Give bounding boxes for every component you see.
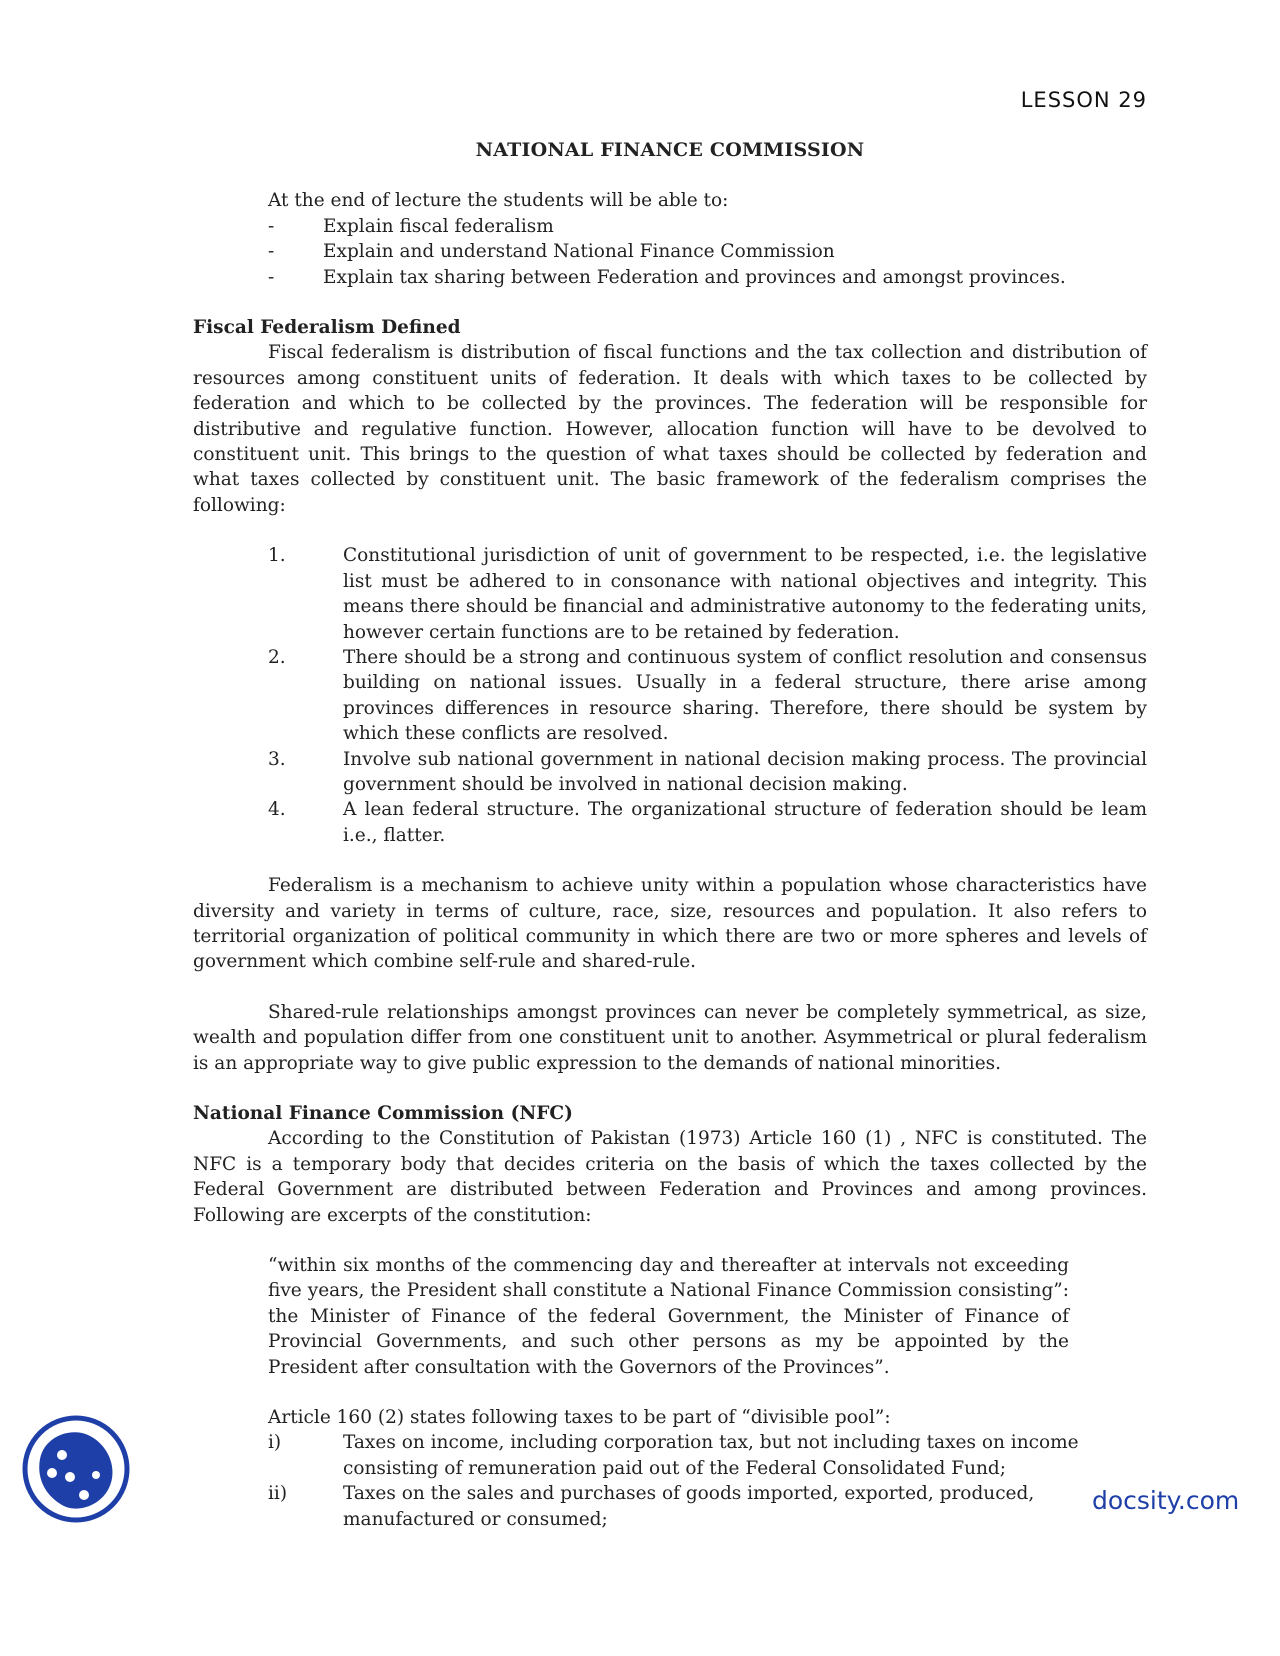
page-title: NATIONAL FINANCE COMMISSION [475,139,865,161]
section-heading-nfc: National Finance Commission (NFC) [193,1103,573,1124]
list-item: - Explain and understand National Finance Commission [268,241,835,263]
list-item: 2. There should be a strong and continuous system of conflict resolution and consensus building on national issues. Usually in a federal structure, there arise among provinces differences in resource sharing. Therefore, there should be system by which these conflicts are resolved. [268,646,1147,745]
paragraph: Shared-rule relationships amongst provinces can never be completely symmetrical, as size, wealth and population differ from one constituent unit to another. Asymmetrical or plural federalism is an appropriate way to give public expression to the demands of national minorities. [193,1001,1147,1074]
list-item: i) Taxes on income, including corporation tax, but not including taxes on income consisting of remuneration paid out of the Federal Consolidated Fund; [268,1432,1079,1479]
divisible-pool-list [193,1430,1147,1532]
framework-list [193,543,1147,848]
document-body [193,138,1147,1532]
objectives-lead: At the end of lecture the students will be able to: [268,190,729,212]
section-heading-fiscal-federalism: Fiscal Federalism Defined [193,317,461,339]
list-item: - Explain tax sharing between Federation and provinces and amongst provinces. [268,266,1066,288]
constitution-quote: “within six months of the commencing day and thereafter at intervals not exceeding five years, the President shall constitute a National Finance Commission consisting”: the Minister of Finance of the federal Government, the Minister of Finance of Provincial Governments, and such other persons as my be appointed by the President after consultation with the Governors of the Provinces”. [268,1255,1069,1378]
list-item: 4. A lean federal structure. The organizational structure of federation should be leam i.e., flatter. [268,799,1147,846]
paragraph: Fiscal federalism is distribution of fiscal functions and the tax collection and distribution of resources among constituent units of federation. It deals with which taxes to be collected by federation and which to be collected by the provinces. The federation will be responsible for distributive and regulative function. However, allocation function will have to be devolved to constituent unit. This brings to the question of what taxes should be collected by federation and what taxes collected by constituent unit. The basic framework of the federalism comprises the following: [193,342,1147,516]
article-lead: Article 160 (2) states following taxes to be part of “divisible pool”: [268,1407,891,1429]
list-item: - Explain fiscal federalism [268,215,554,237]
docsity-watermark[interactable]: docsity.com [1092,1486,1240,1515]
paragraph: Federalism is a mechanism to achieve unity within a population whose characteristics have diversity and variety in terms of culture, race, size, resources and population. It also refers to territorial organization of political community in which there are two or more spheres and levels of government which combine self-rule and shared-rule. [193,875,1147,973]
objectives-list [268,214,1147,290]
learning-objectives [268,188,1147,290]
docsity-logo-icon[interactable] [22,1415,130,1523]
list-item: 3. Involve sub national government in national decision making process. The provincial government should be involved in national decision making. [268,748,1147,795]
paragraph: According to the Constitution of Pakistan (1973) Article 160 (1) , NFC is constituted. The NFC is a temporary body that decides criteria on the basis of which the taxes collected by the Federal Government are distributed between Federation and Provinces and among provinces. Following are excerpts of the constitution: [193,1128,1147,1226]
list-item: ii) Taxes on the sales and purchases of goods imported, exported, produced, manufactured or consumed; [268,1483,1035,1530]
lesson-label: LESSON 29 [1020,88,1147,112]
list-item: 1. Constitutional jurisdiction of unit of government to be respected, i.e. the legislative list must be adhered to in consonance with national objectives and integrity. This means there should be financial and administrative autonomy to the federating units, however certain functions are to be retained by federation. [268,545,1147,643]
